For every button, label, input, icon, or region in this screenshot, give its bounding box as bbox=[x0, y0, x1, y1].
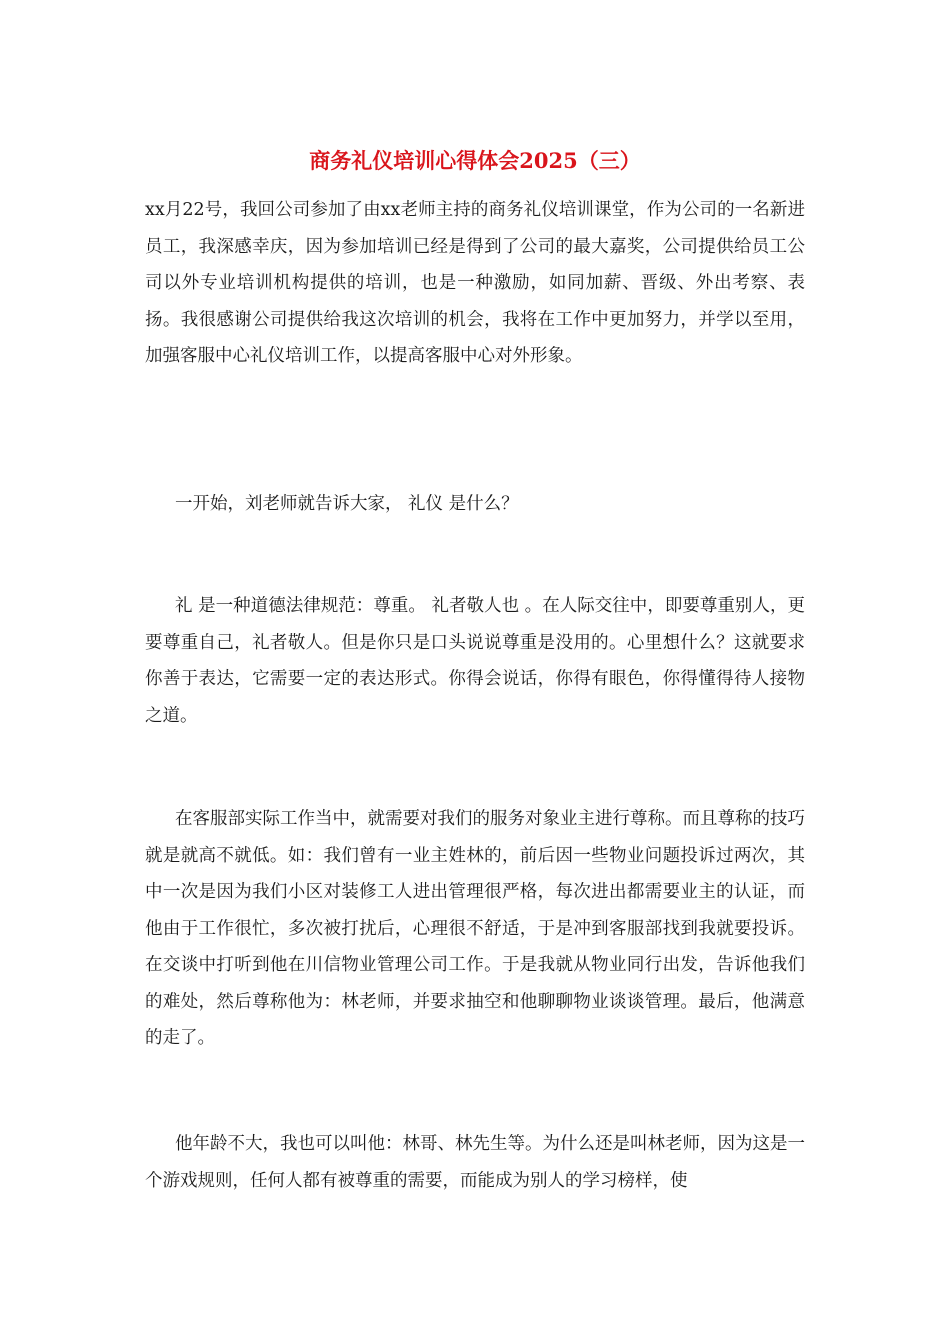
paragraph-respect: 礼 是一种道德法律规范：尊重。 礼者敬人也 。在人际交往中，即要尊重别人，更要尊重自己，礼者敬人。但是你只是口头说说尊重是没用的。心里想什么？这就要求你善于表达，它需要一定的表达形式。你得会说话，你得有眼色，你得懂得待人接物之道。 bbox=[145, 596, 805, 726]
paragraph-intro: xx月22号，我回公司参加了由xx老师主持的商务礼仪培训课堂，作为公司的一名新进员工，我深感幸庆，因为参加培训已经是得到了公司的最大嘉奖，公司提供给员工公司以外专业培训机构提供的培训，也是一种激励，如同加薪、晋级、外出考察、表扬。我很感谢公司提供给我这次培训的机会，我将在工作中更加努力，并学以至用，加强客服中心礼仪培训工作，以提高客服中心对外形象。 bbox=[145, 200, 805, 366]
paragraph-title-address: 他年龄不大，我也可以叫他：林哥、林先生等。为什么还是叫林老师，因为这是一个游戏规则，任何人都有被尊重的需要，而能成为别人的学习榜样，使 bbox=[145, 1134, 805, 1191]
paragraph-question: 一开始，刘老师就告诉大家， 礼仪 是什么？ bbox=[175, 494, 519, 514]
paragraph-customer-service: 在客服部实际工作当中，就需要对我们的服务对象业主进行尊称。而且尊称的技巧就是就高不就低。如：我们曾有一业主姓林的，前后因一些物业问题投诉过两次，其中一次是因为我们小区对装修工人进出管理很严格，每次进出都需要业主的认证，而他由于工作很忙，多次被打扰后，心理很不舒适，于是冲到客服部找到我就要投诉。在交谈中打听到他在川信物业管理公司工作。于是我就从物业同行出发，告诉他我们的难处，然后尊称他为：林老师，并要求抽空和他聊聊物业谈谈管理。最后，他满意的走了。 bbox=[145, 809, 805, 1048]
document-title: 商务礼仪培训心得体会2025（三） bbox=[309, 148, 641, 173]
